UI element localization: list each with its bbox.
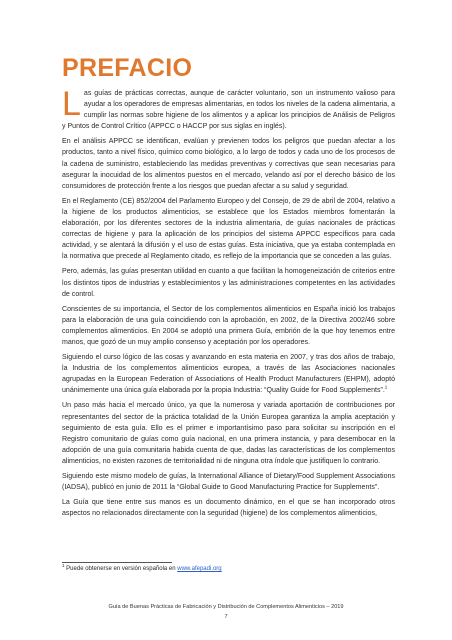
page-number: 7 (224, 614, 228, 620)
paragraph-6 (62, 352, 395, 396)
paragraph-9: La Guía que tiene entre sus manos es un documento dinámico, en el que se han incorporado otros aspectos no relacionados directamente con la seguridad (higiene) de los complementos alimenticios, (62, 499, 395, 518)
paragraph-3: En el Reglamento (CE) 852/2004 del Parlamento Europeo y del Consejo, de 29 de abril de 2004, relativo a la higiene de los productos alimenticios, se establece que los Estados miembros fomentarán la elaboración, por los diferentes sectores de la industria alimentaria, de guías nacionales de prácticas correctas de higiene y para la aplicación de los principios del sistema APPCC específicos para cada actividad, y se alentará la difusión y el uso de estas guías. Esta iniciativa, que ya estaba contemplada en la normativa que precede al Reglamento citado, es reflejo de la importancia que se conceden a las guías. (62, 197, 395, 261)
drop-cap: L (62, 85, 81, 123)
footnote (62, 563, 395, 572)
paragraph-1 (62, 85, 395, 132)
paragraph-1-text: as guías de prácticas correctas, aunque de carácter voluntario, son un instrumento valioso para ayudar a los operadores de empresas alimentarias, en todos los niveles de la cadena alimentaria, a cumplir las normas sobre higiene de los alimentos y a aplicar los principios de Análisis de Peligros y Puntos de Control Crítico (APPCC o HACCP por sus siglas en inglés). (62, 90, 395, 131)
page-title: PREFACIO (62, 54, 193, 82)
footnote-link[interactable]: www.afepadi.org (177, 566, 222, 572)
body-text (62, 85, 395, 523)
paragraph-7: Un paso más hacia el mercado único, ya que la numerosa y variada aportación de contribuciones por representantes del sector de la práctica totalidad de la Unión Europea garantiza la amplia aceptación y seguimiento de esta guía. Ello es el primer e importantísimo paso para solicitar su inscripción en el Registro comunitario de guías como guía nacional, en una primera instancia, y para desembocar en la adopción de una guía comunitaria habida cuenta de que, dadas las características de los complementos alimenticios, no existen razones de territorialidad ni de ninguna otra índole que justifiquen lo contrario. (62, 402, 395, 465)
footnote-reference[interactable]: 1 (384, 385, 388, 390)
paragraph-5: Conscientes de su importancia, el Sector de los complementos alimenticios en España inició los trabajos para la elaboración de una guía coincidiendo con la aprobación, en 2002, de la Directiva 2002/46 sobre complementos alimenticios. En 2004 se adoptó una primera Guía, embrión de la que hoy tenemos entre manos, que gozó de un muy amplio consenso y aceptación por los operadores. (62, 305, 395, 346)
footnote-divider (62, 562, 172, 563)
footnote-text: Puede obtenerse en versión española en (64, 566, 178, 572)
footnote-marker: 1 (62, 563, 65, 568)
paragraph-6-text: Siguiendo el curso lógico de las cosas y avanzando en esta materia en 2007, y tras dos años de trabajo, la Industria de los complementos alimenticios europea, a través de las Asociaciones nacionales agrupadas en la European Federation of Associations of Health Product Manufacturers (EHPM), adoptó unánimemente una única guía elaborada por la propia Industria: “Quality Guide for Food Supplements”. (62, 354, 395, 395)
paragraph-8: Siguiendo este mismo modelo de guías, la International Alliance of Dietary/Food Supplement Associations (IADSA), publicó en junio de 2011 la “Global Guide to Good Manufacturing Practice for Supplements”. (62, 473, 395, 492)
paragraph-4: Pero, además, las guías presentan utilidad en cuanto a que facilitan la homogeneización de criterios entre los distintos tipos de industrias y establecimientos y las administraciones competentes en las actividades de control. (62, 268, 395, 298)
footer-title: Guía de Buenas Prácticas de Fabricación y Distribución de Complementos Alimenticios – 2019 (108, 604, 344, 610)
paragraph-2: En el análisis APPCC se identifican, evalúan y previenen todos los peligros que puedan afectar a los productos, tanto a nivel físico, químico como biológico, a lo largo de todos y cada uno de los procesos de la cadena de suministro, estableciendo las medidas preventivas y correctivas que sean necesarias para asegurar la inocuidad de los alimentos puestos en el mercado, velando así por el derecho básico de los consumidores de protección frente a los riesgos que puedan afectar a su salud y seguridad. (62, 138, 395, 190)
